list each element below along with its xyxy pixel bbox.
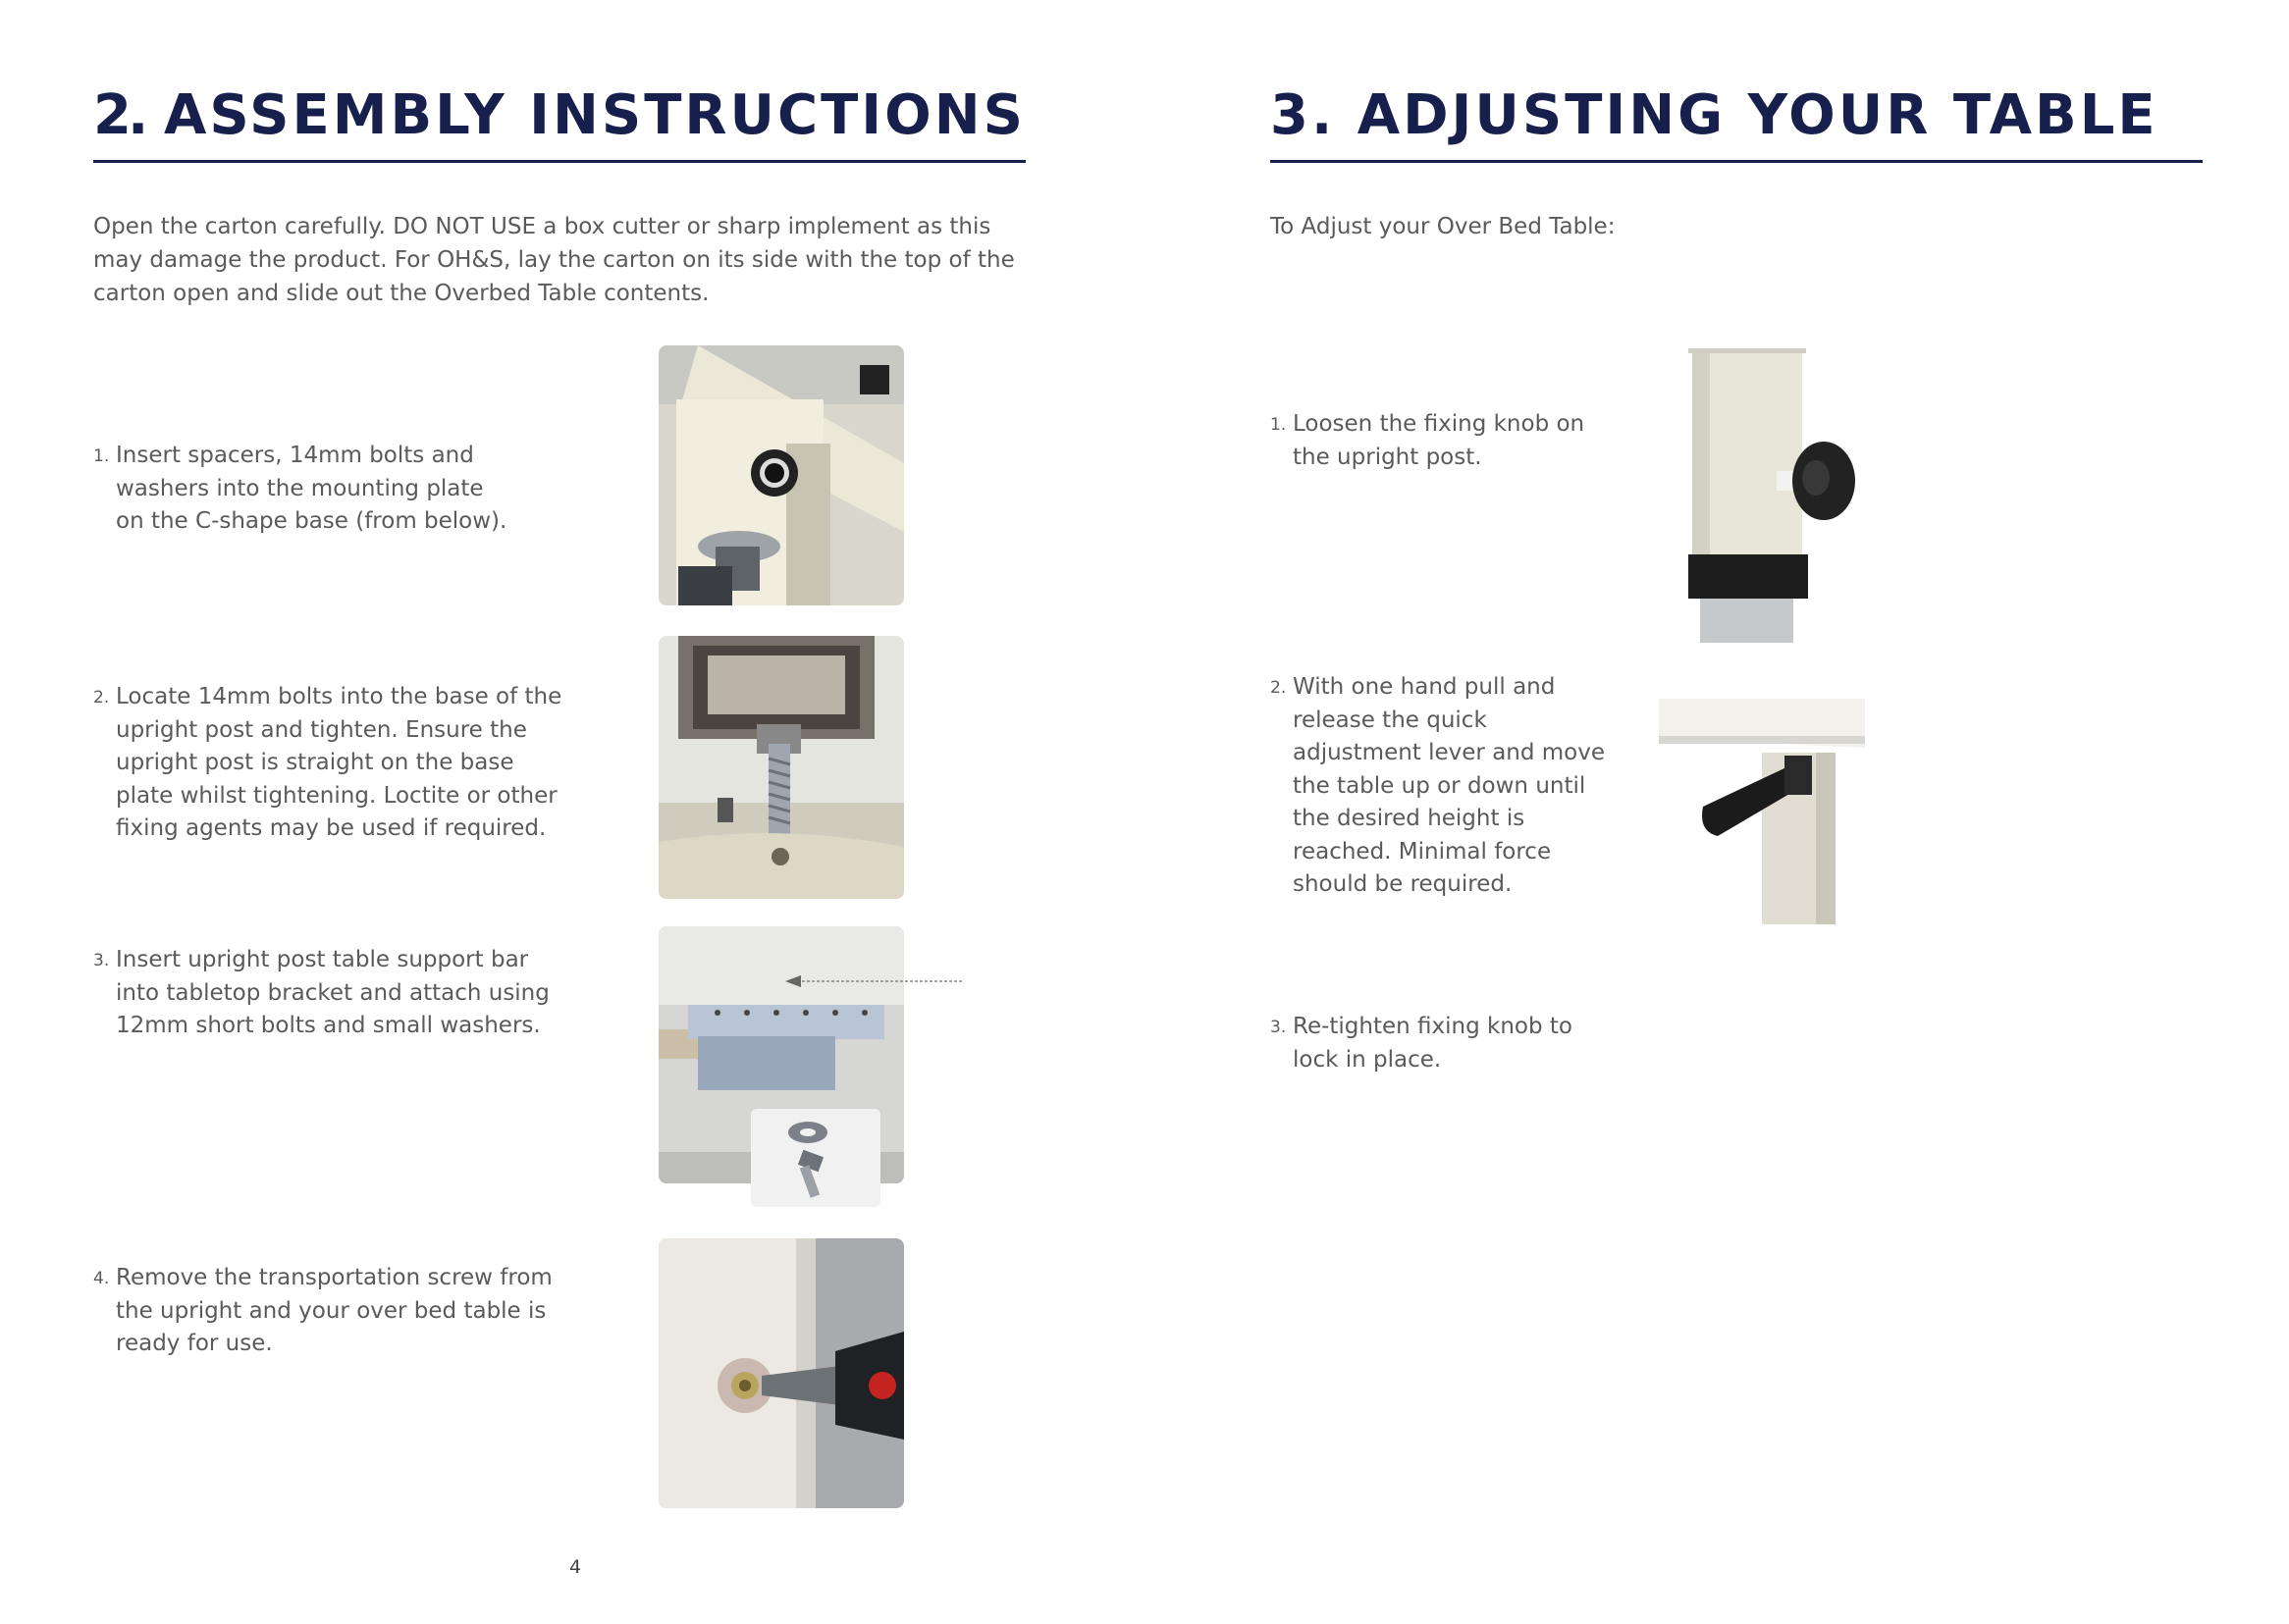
assembly-heading-title: ASSEMBLY INSTRUCTIONS <box>164 83 1026 147</box>
step-number: 1. <box>1270 415 1287 435</box>
page-number: 4 <box>569 1556 582 1578</box>
assembly-intro: Open the carton carefully. DO NOT USE a box cutter or sharp implement as this may damage the product. For OH&S, lay the carton on its side with the top of the carton open and slide out the Overbed Table contents. <box>93 214 1015 306</box>
adjustment-lever-photo <box>1659 699 1865 924</box>
step-text: Insert spacers, 14mm bolts and washers into the mounting plate on the C-shape base (from below). <box>116 443 507 534</box>
step-number: 3. <box>1270 1018 1287 1037</box>
mounting-plate-photo <box>659 345 904 605</box>
step-text: Remove the transportation screw from the upright and your over bed table is ready for use. <box>116 1265 553 1356</box>
bolt-washer-inset-photo <box>751 1109 880 1207</box>
adjusting-intro: To Adjust your Over Bed Table: <box>1270 214 1616 239</box>
step-text: Locate 14mm bolts into the base of the upright post and tighten. Ensure the upright post is straight on the base plate whilst tightening. Loctite or other fixing agents may be used if required. <box>116 684 562 841</box>
step-number: 4. <box>93 1269 110 1288</box>
assembly-heading-number: 2. <box>93 83 145 147</box>
step-number: 2. <box>93 688 110 707</box>
step-text: With one hand pull and release the quick adjustment lever and move the table up or down until the desired height is reached. Minimal force should be required. <box>1293 674 1606 897</box>
step-number: 3. <box>93 951 110 970</box>
fixing-knob-photo <box>1669 348 1865 643</box>
bracket-arrow <box>785 971 962 991</box>
step-text: Insert upright post table support bar into tabletop bracket and attach using 12mm short bolts and small washers. <box>116 947 550 1038</box>
step-text: Re-tighten fixing knob to lock in place. <box>1293 1014 1572 1073</box>
step-number: 1. <box>93 446 110 466</box>
step-text: Loosen the fixing knob on the upright post. <box>1293 411 1585 470</box>
assembly-heading-rule <box>93 160 1026 163</box>
step-number: 2. <box>1270 678 1287 698</box>
assembly-heading <box>93 83 1026 147</box>
adjusting-heading-rule <box>1270 160 2203 163</box>
adjusting-heading: 3. ADJUSTING YOUR TABLE <box>1270 83 2158 147</box>
upright-post-bolt-photo <box>659 636 904 899</box>
transportation-screw-photo <box>659 1238 904 1508</box>
